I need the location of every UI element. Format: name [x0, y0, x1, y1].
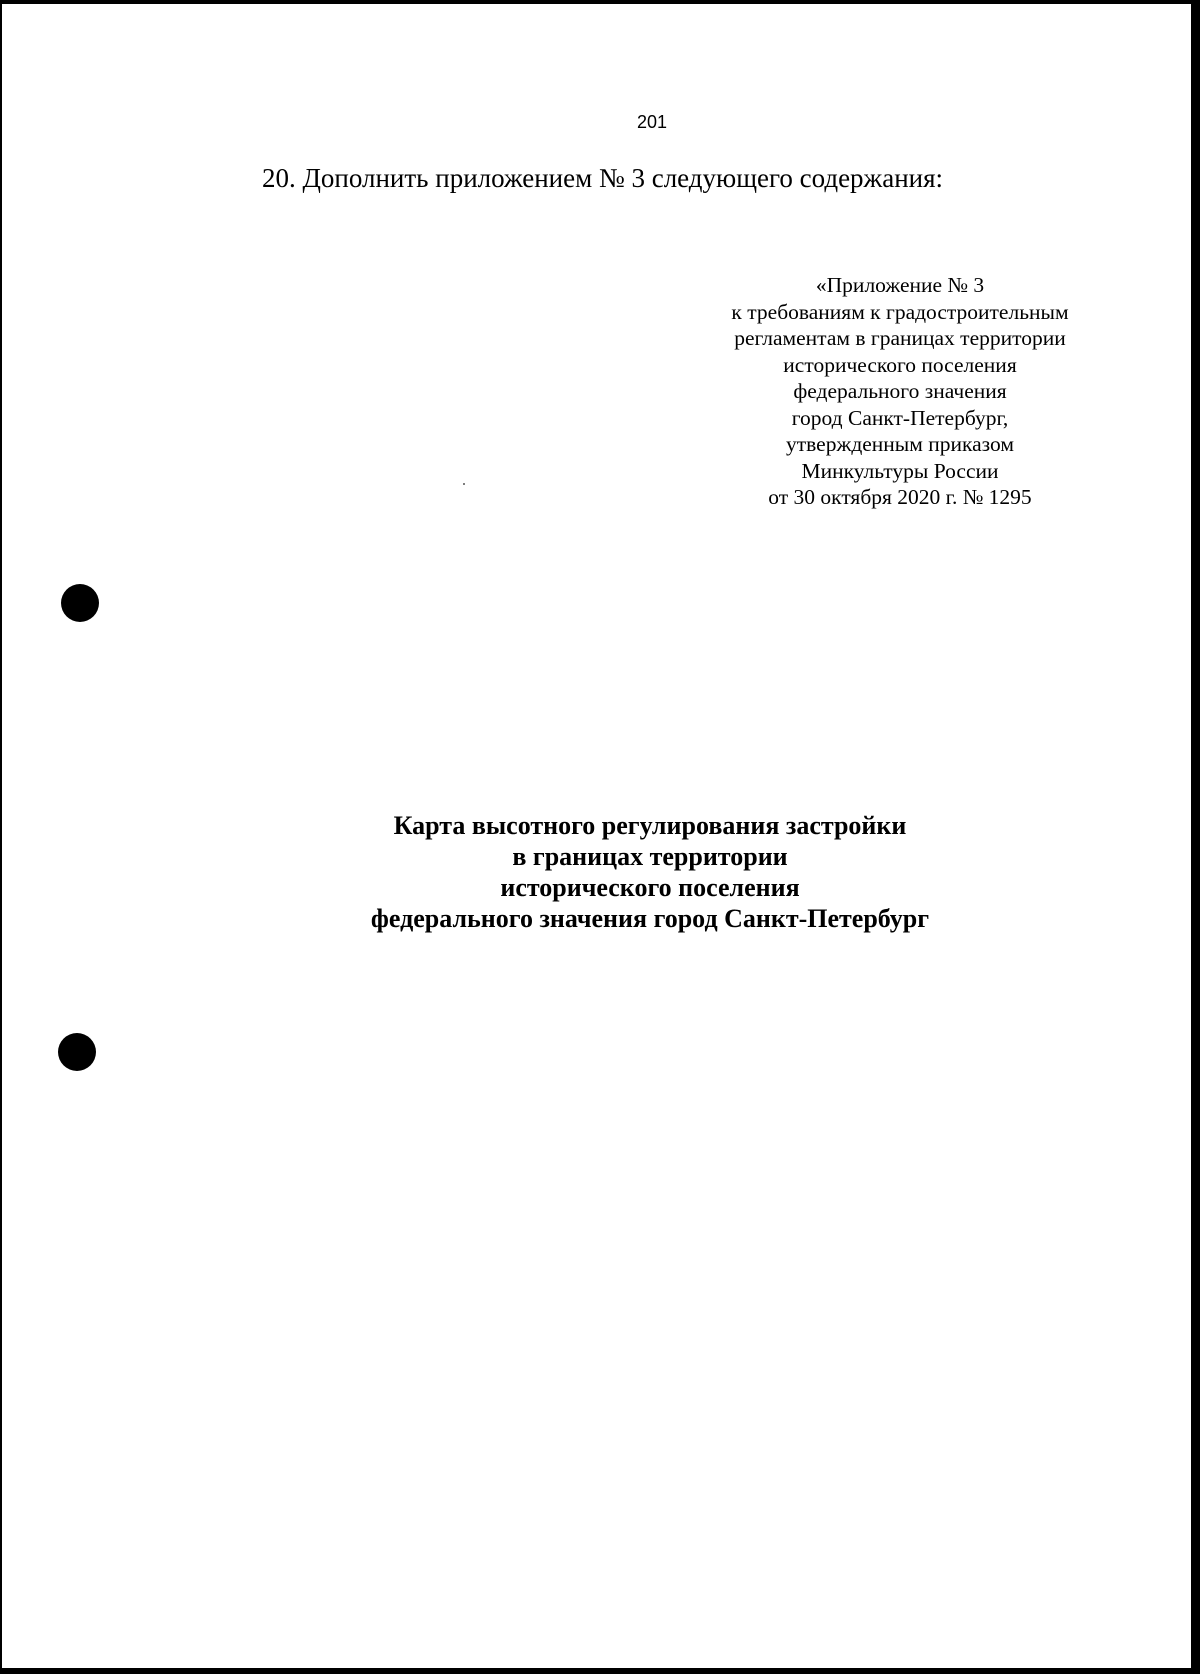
map-title-line: исторического поселения [500, 873, 800, 902]
appendix-line: федерального значения [793, 379, 1007, 403]
scan-edge-left [0, 0, 2, 1674]
appendix-line: утвержденным приказом [786, 432, 1014, 456]
appendix-line: от 30 октября 2020 г. № 1295 [768, 485, 1032, 509]
punch-hole [58, 1033, 96, 1071]
appendix-line: к требованиям к градостроительным [731, 299, 1069, 324]
appendix-line: регламентам в границах территории [734, 326, 1066, 350]
map-title-line: в границах территории [512, 842, 788, 871]
appendix-line: Минкультуры России [801, 458, 999, 483]
appendix-line: город Санкт-Петербург, [791, 405, 1009, 430]
scan-edge-top [0, 0, 1200, 4]
map-title [300, 810, 1000, 934]
scan-edge-right [1191, 0, 1200, 1674]
punch-hole [61, 584, 99, 622]
appendix-header [700, 272, 1100, 511]
intro-paragraph: 20. Дополнить приложением № 3 следующего содержания: [262, 163, 944, 193]
appendix-line: «Приложение № 3 [815, 273, 985, 297]
map-title-line: федерального значения город Санкт-Петербург [370, 904, 930, 933]
appendix-line: исторического поселения [783, 352, 1017, 377]
scan-speck [463, 483, 465, 485]
map-title-line: Карта высотного регулирования застройки [393, 811, 907, 840]
page-number: 201 [636, 112, 668, 132]
scan-edge-bottom [0, 1668, 1200, 1674]
